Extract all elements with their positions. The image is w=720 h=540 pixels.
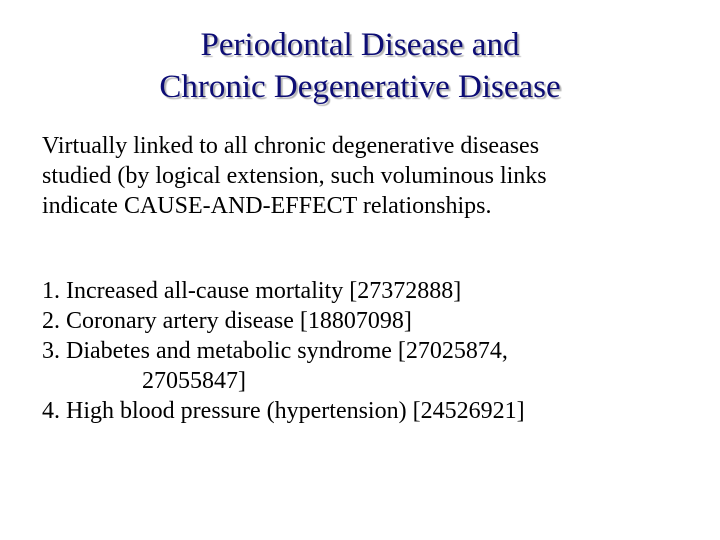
list-item-1: 1. Increased all-cause mortality [27372888] xyxy=(42,278,462,304)
title-line-2: Chronic Degenerative Disease xyxy=(159,69,561,105)
intro-paragraph xyxy=(42,131,702,221)
list-item-3-continuation: 27055847] xyxy=(142,368,246,394)
intro-line-2: studied (by logical extension, such voluminous links xyxy=(42,163,547,189)
intro-line-3: indicate CAUSE-AND-EFFECT relationships. xyxy=(42,193,492,219)
title-line-1: Periodontal Disease and xyxy=(200,27,520,63)
list-item-2: 2. Coronary artery disease [18807098] xyxy=(42,308,412,334)
list-item-3: 3. Diabetes and metabolic syndrome [27025874, xyxy=(42,338,508,364)
slide-title xyxy=(0,24,720,108)
intro-line-1: Virtually linked to all chronic degenerative diseases xyxy=(42,133,540,159)
list-item-4: 4. High blood pressure (hypertension) [24526921] xyxy=(42,398,525,424)
disease-list xyxy=(42,276,702,426)
